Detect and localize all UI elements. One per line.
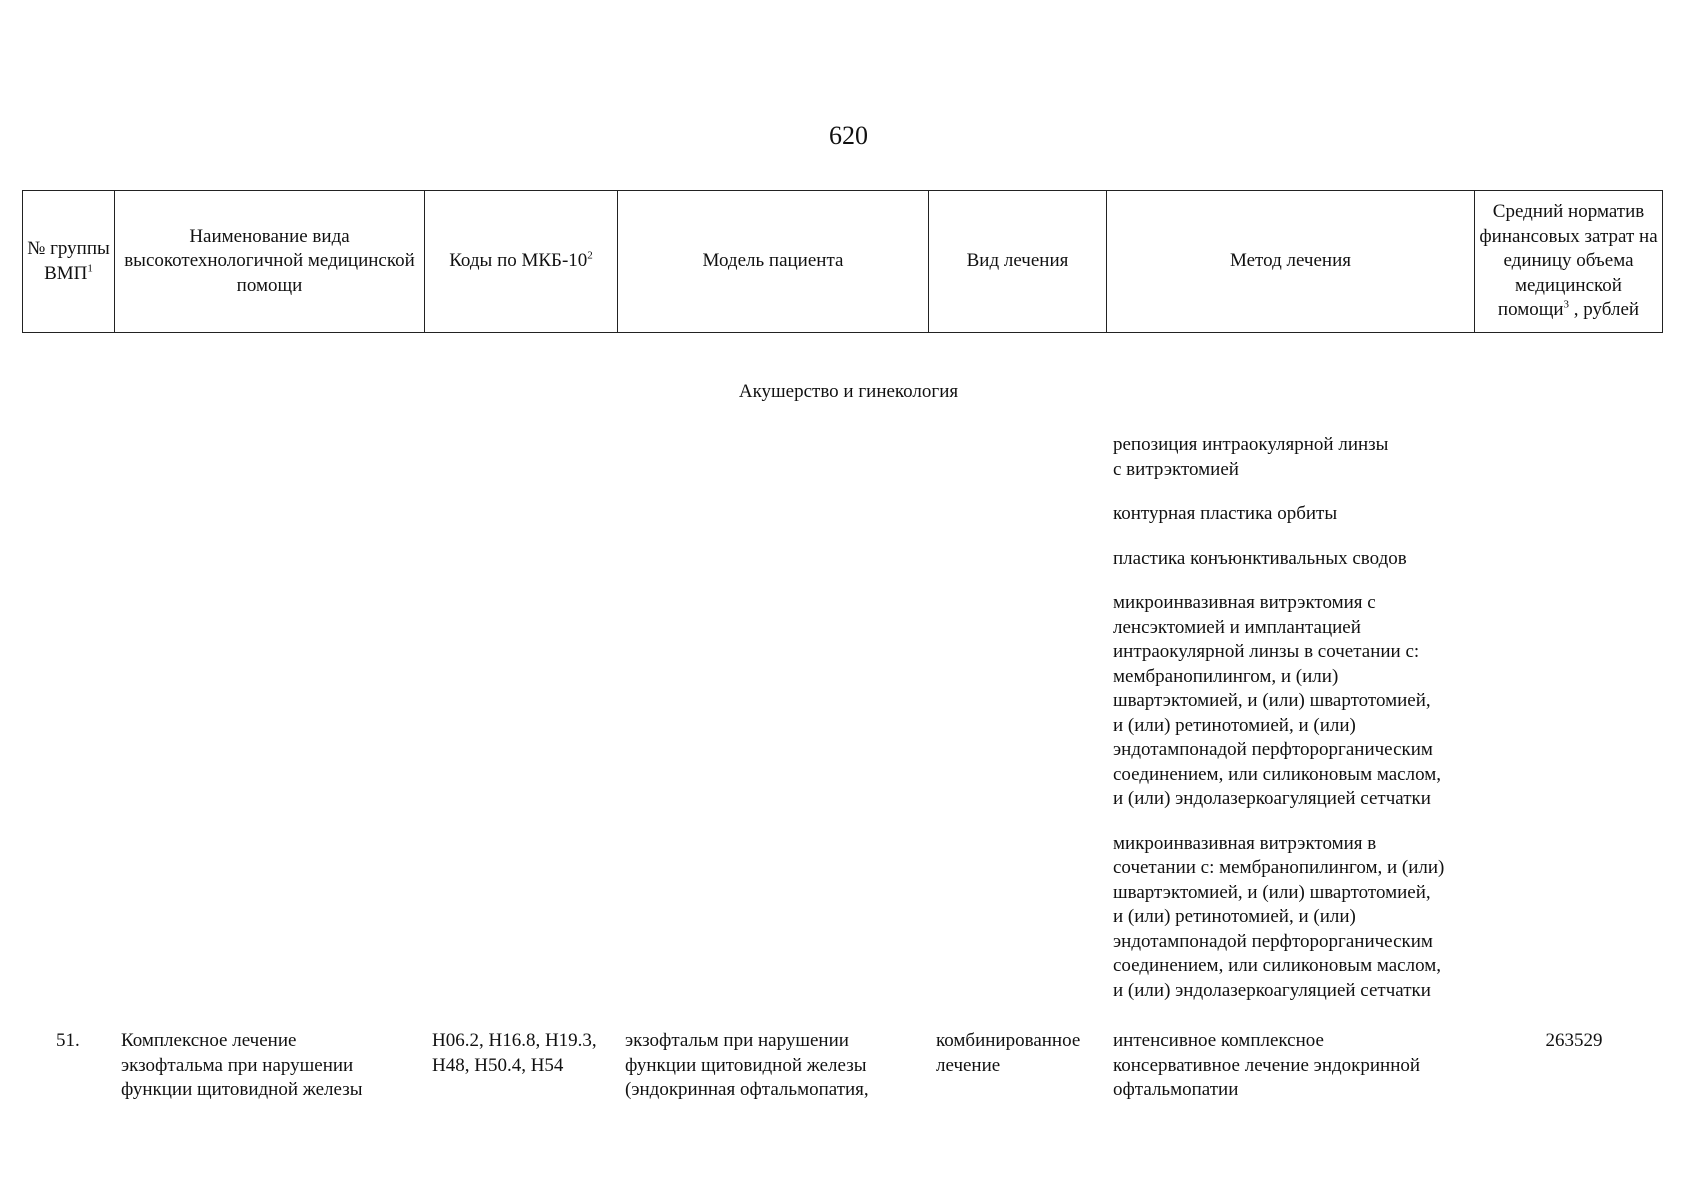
method-item: пластика конъюнктивальных сводов bbox=[1113, 547, 1407, 569]
row-patient-model: экзофтальм при нарушении функции щитовидной железы (эндокринная офтальмопатия, bbox=[625, 1030, 869, 1100]
row-group-number: 51. bbox=[56, 1030, 80, 1051]
row-care-type-name: Комплексное лечение экзофтальма при нарушении функции щитовидной железы bbox=[121, 1030, 363, 1100]
continued-method-list bbox=[1113, 433, 1473, 1023]
header-icd-codes: Коды по МКБ-$10^2$ bbox=[425, 191, 618, 333]
row-treatment-method: интенсивное комплексное консервативное лечение эндокринной офтальмопатии bbox=[1113, 1030, 1421, 1100]
method-item: микроинвазивная витрэктомия в сочетании с: мембранопилингом, и (или) швартэктомией, и (или) швартотомией, и (или) ретинотомией, и (или) эндотампонадой перфторорганическим соединением, или силиконовым маслом, и (или) эндолазеркоагуляцией сетчатки bbox=[1113, 832, 1445, 1001]
method-item: контурная пластика орбиты bbox=[1113, 503, 1338, 524]
row-average-cost: 263529 bbox=[1545, 1030, 1603, 1051]
method-item: репозиция интраокулярной линзы с витрэктомией bbox=[1113, 434, 1389, 480]
header-group-number: № группы ВМП$^1$ bbox=[23, 191, 115, 333]
header-care-type-name: Наименование вида высокотехнологичной медицинской помощи bbox=[115, 191, 425, 333]
row-icd-codes: H06.2, H16.8, H19.3, H48, H50.4, H54 bbox=[432, 1030, 597, 1076]
page-number: 620 bbox=[829, 121, 868, 150]
section-title: Акушерство и гинекология bbox=[738, 381, 959, 402]
method-item: микроинвазивная витрэктомия с ленсэктомией и имплантацией интраокулярной линзы в сочетании с: мембранопилингом, и (или) швартэктомией, и (или) швартотомией, и (или) ретинотомией, и (или) эндотампонадой перфторорганическим соединением, или силиконовым маслом, и (или) эндолазеркоагуляцией сетчатки bbox=[1113, 592, 1441, 809]
header-treatment-method: Метод лечения bbox=[1107, 191, 1475, 333]
row-treatment-type: комбинированное лечение bbox=[936, 1030, 1081, 1076]
header-patient-model: Модель пациента bbox=[618, 191, 929, 333]
header-treatment-type: Вид лечения bbox=[929, 191, 1107, 333]
header-average-cost: Средний норматив финансовых затрат на единицу объема медицинской помощи$^3$ , рублей bbox=[1475, 191, 1663, 333]
table-header bbox=[22, 190, 1663, 333]
